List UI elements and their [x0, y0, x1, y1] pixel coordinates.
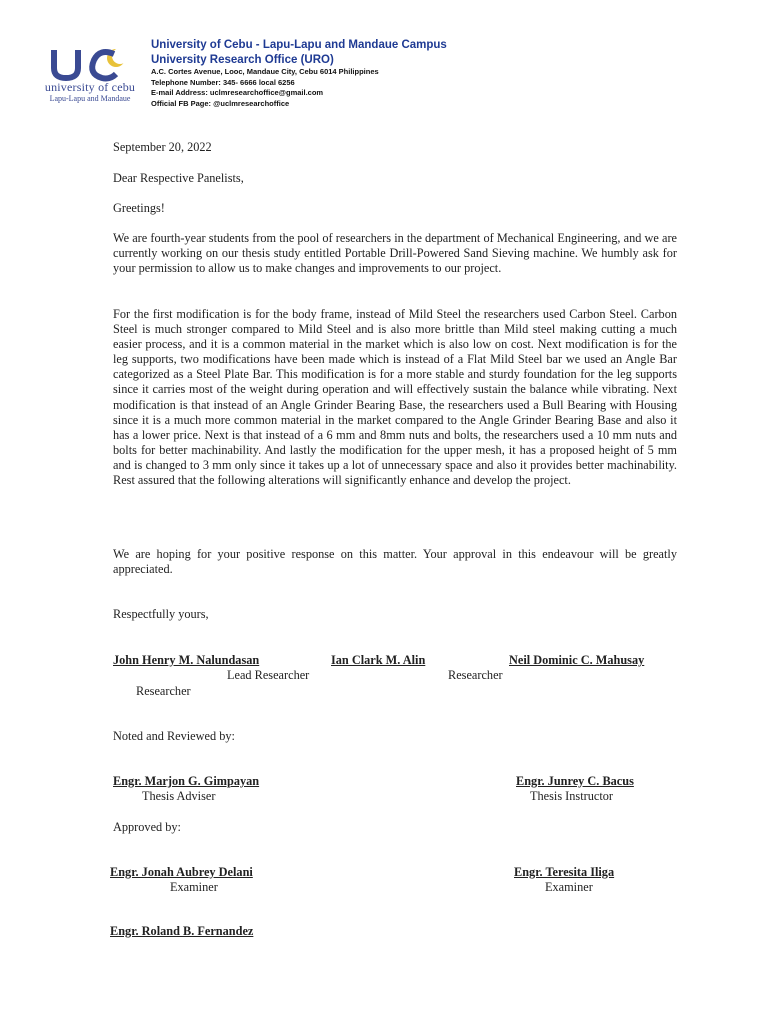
uc-logo-icon — [40, 44, 140, 84]
paragraph-request: We are hoping for your positive response on this matter. Your approval in this endeavour will be greatly appreciated. — [113, 547, 677, 577]
paragraph-modifications: For the first modification is for the body frame, instead of Mild Steel the researchers used Carbon Steel. Carbon Steel is much stronger compared to Mild Steel and is also more brittle than Mild steel making cutting a much easier process, and it is a common material in the market which is also low on cost. Next modification is for the leg supports, two modifications have been made which is instead of a Flat Mild Steel bar we used an Angle Bar categorized as a Steel Plate Bar. This modification is for a more stable and sturdy foundation for the leg supports since it carries most of the weight during operation and will effectively sustain the balance while vibrating. Next modification is that instead of an Angle Grinder Bearing Base, the researchers used a Bull Bearing with Housing since it is a much more common material in the market compared to the Angle Grinder Bearing Base and also it has a lower price. Next is that instead of a 6 mm and 8mm nuts and bolts, the researchers used a 10 mm nuts and bolts for better machinability. And lastly the modification for the upper mesh, it has a proposed height of 5 mm and is changed to 3 mm only since it takes up a lot of unnecessary space and also it provides better machinability. Rest assured that the following alterations will significantly enhance and develop the project. — [113, 307, 677, 488]
examiner-1-role: Examiner — [170, 880, 218, 894]
office-name: University Research Office (URO) — [151, 54, 334, 66]
instructor-role: Thesis Instructor — [530, 789, 613, 803]
final-approver-name: Engr. Roland B. Fernandez — [110, 924, 254, 938]
researcher-2-name: Ian Clark M. Alin — [331, 653, 426, 667]
paragraph-intro: We are fourth-year students from the pool of researchers in the department of Mechanical Engineering, and we are currently working on our thesis study entitled Portable Drill-Powered Sand Sieving machine. We humbly ask for your permission to allow us to make changes and improvements to our project. — [113, 231, 677, 276]
greeting: Greetings! — [113, 201, 165, 215]
email: E-mail Address: uclmresearchoffice@gmail.com — [151, 88, 324, 97]
researcher-3-role: Researcher — [136, 684, 191, 698]
salutation: Dear Respective Panelists, — [113, 171, 244, 185]
researcher-2-role: Researcher — [448, 668, 503, 682]
logo-text: university of cebu — [44, 80, 136, 94]
researcher-1-name: John Henry M. Nalundasan — [113, 653, 260, 667]
telephone: Telephone Number: 345- 6666 local 6256 — [151, 77, 295, 87]
university-name: University of Cebu - Lapu-Lapu and Mandaue Campus — [151, 39, 447, 51]
noted-label: Noted and Reviewed by: — [113, 729, 235, 743]
adviser-role: Thesis Adviser — [142, 789, 216, 803]
researcher-3-name: Neil Dominic C. Mahusay — [509, 653, 645, 667]
researcher-1-role: Lead Researcher — [227, 668, 310, 682]
logo-subtext: Lapu-Lapu and Mandaue — [49, 94, 131, 103]
address: A.C. Cortes Avenue, Looc, Mandaue City, Cebu 6014 Philippines — [151, 67, 379, 76]
facebook-page: Official FB Page: @uclmresearchoffice — [151, 98, 290, 108]
examiner-2-name: Engr. Teresita Iliga — [514, 865, 615, 879]
letter-date: September 20, 2022 — [113, 140, 212, 154]
university-logo — [40, 44, 140, 106]
examiner-2-role: Examiner — [545, 880, 593, 894]
letterhead — [151, 38, 447, 109]
adviser-name: Engr. Marjon G. Gimpayan — [113, 774, 260, 788]
approved-label: Approved by: — [113, 820, 181, 834]
instructor-name: Engr. Junrey C. Bacus — [516, 774, 634, 788]
closing: Respectfully yours, — [113, 607, 209, 621]
examiner-1-name: Engr. Jonah Aubrey Delani — [110, 865, 253, 879]
